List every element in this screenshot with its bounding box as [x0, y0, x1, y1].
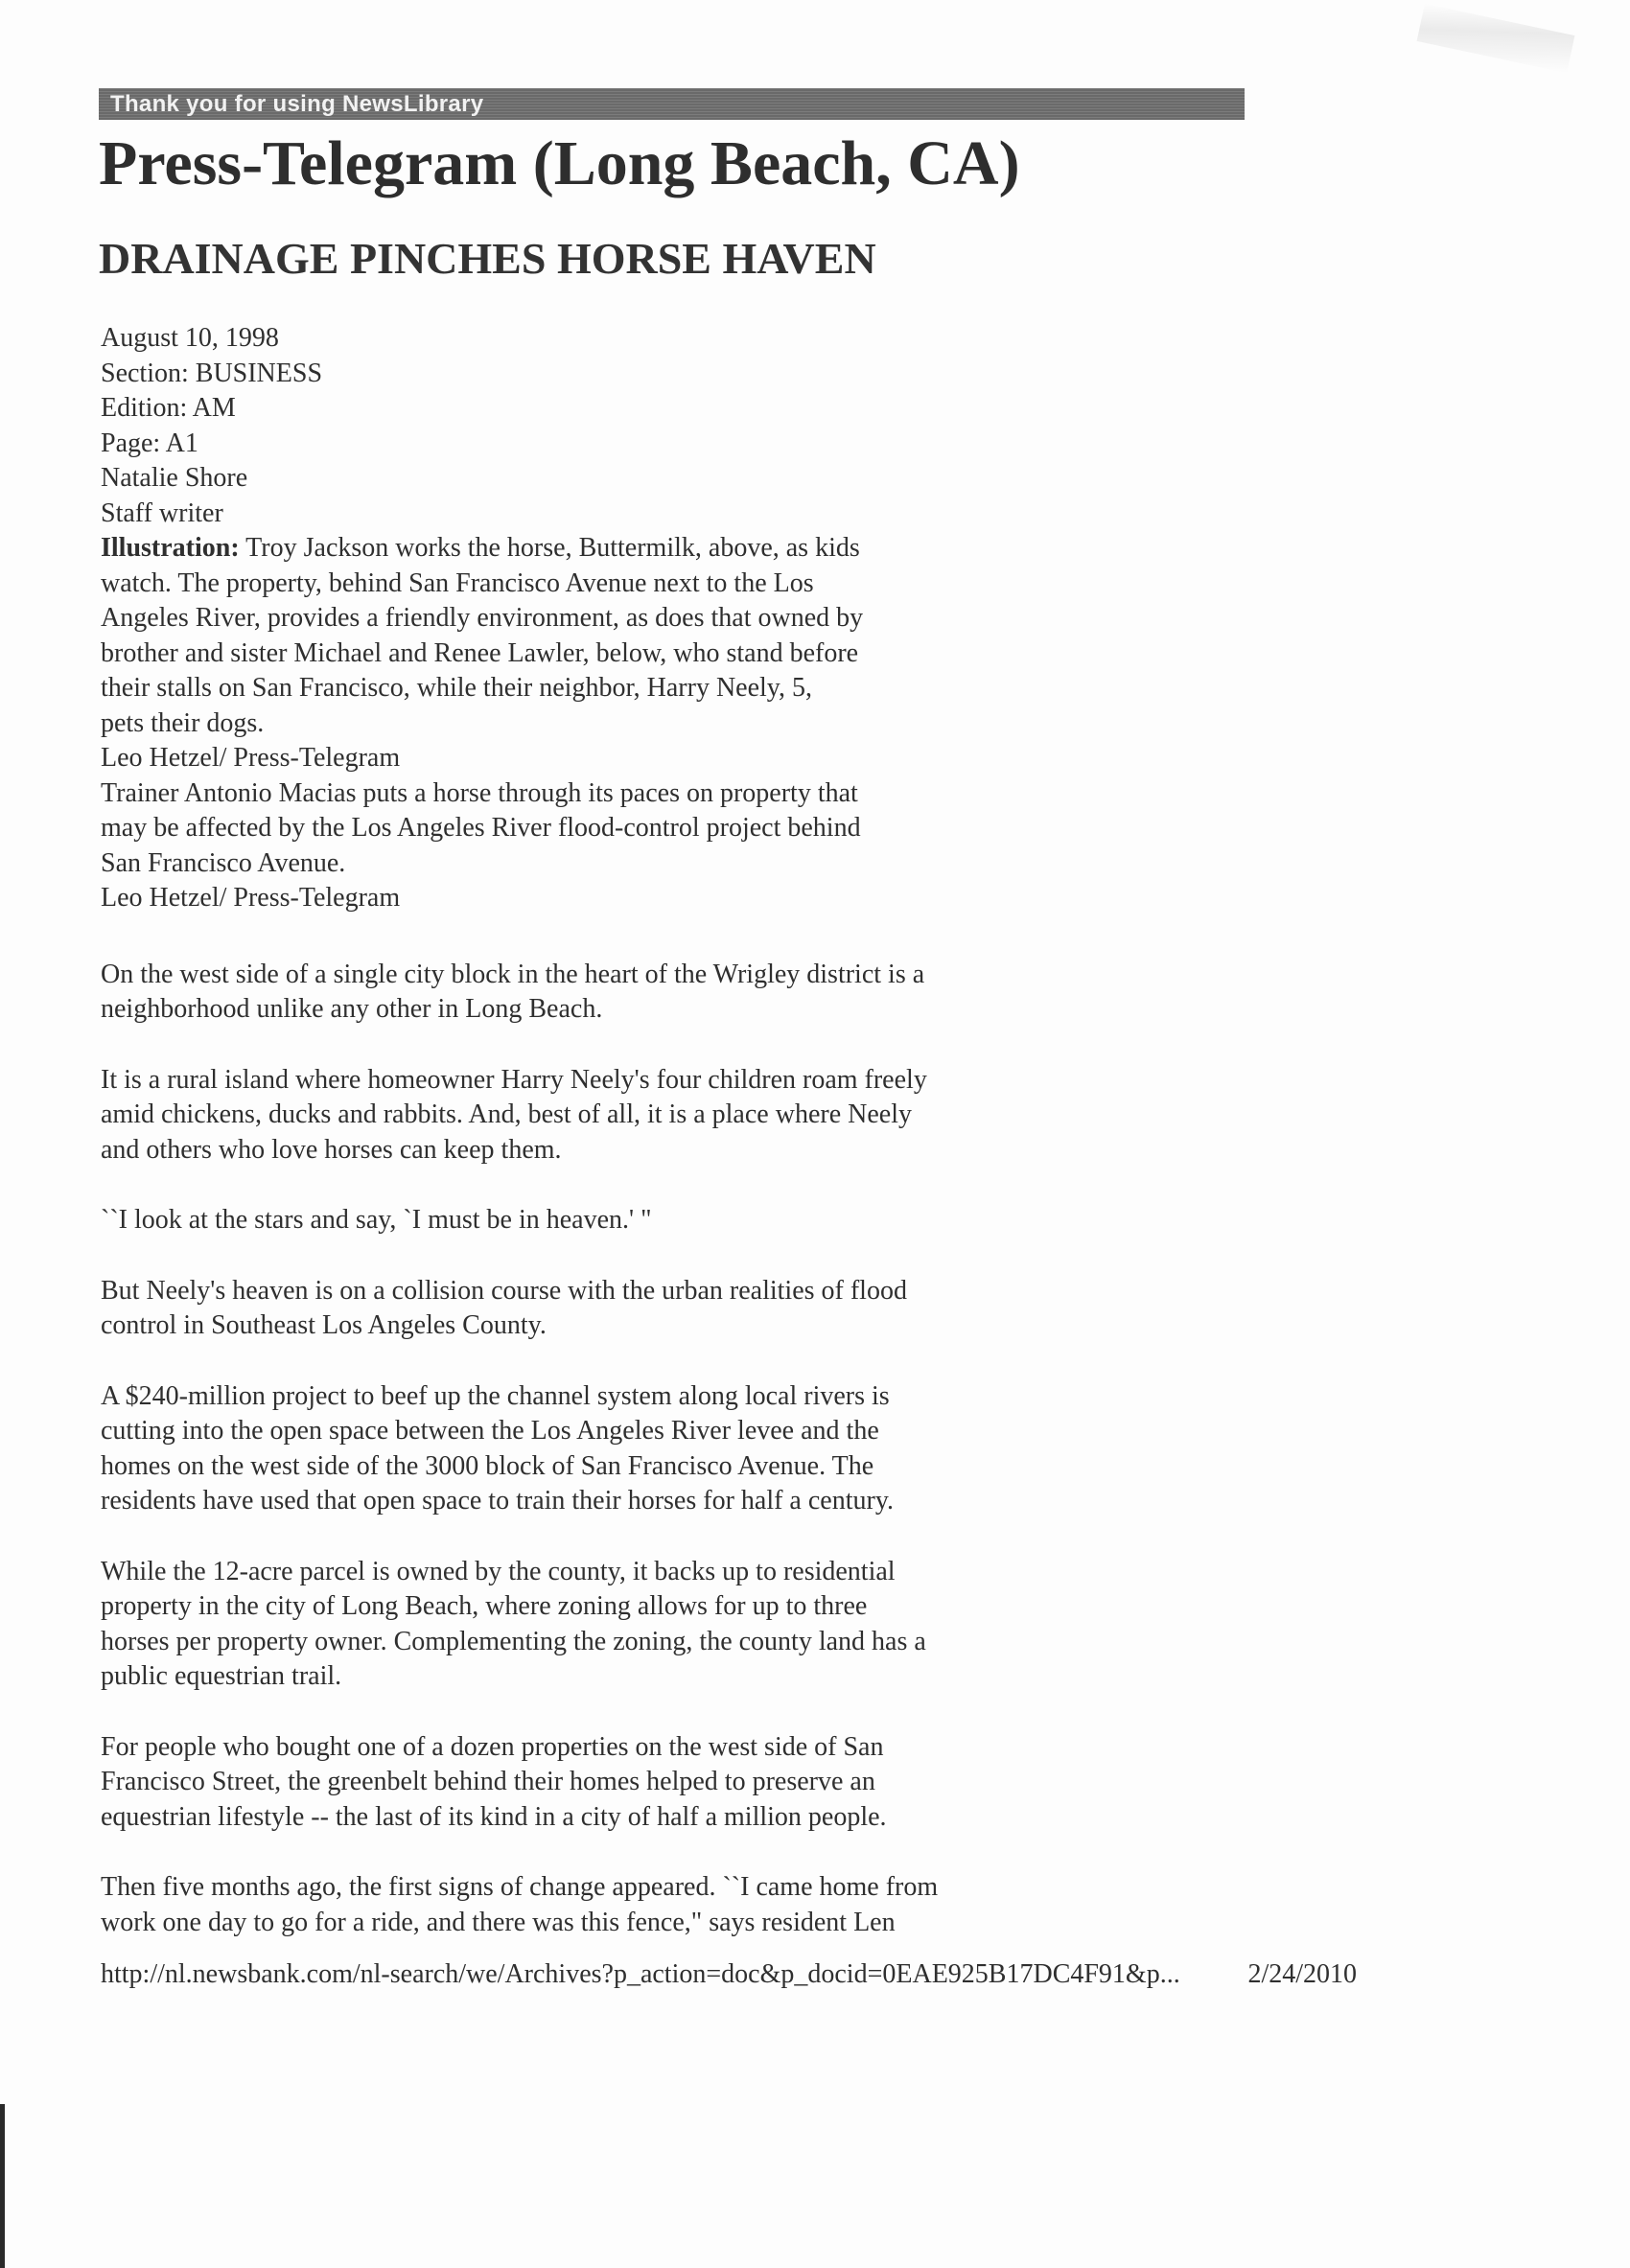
paragraph-line: residents have used that open space to train their horses for half a century. [101, 1486, 894, 1516]
scan-edge [0, 2104, 5, 2268]
article-body [101, 958, 1155, 1941]
caption-line: may be affected by the Los Angeles River flood-control project behind [101, 813, 861, 843]
caption-line: Trainer Antonio Macias puts a horse through its paces on property that [101, 777, 858, 808]
paragraph-line: and others who love horses can keep them. [101, 1134, 562, 1165]
article-headline: DRAINAGE PINCHES HORSE HAVEN [99, 234, 876, 283]
paragraph-line: cutting into the open space between the Los Angeles River levee and the [101, 1416, 879, 1446]
article-author-title: Staff writer [101, 498, 223, 528]
paragraph-line: Then five months ago, the first signs of change appeared. ``I came home from [101, 1872, 939, 1902]
caption-line [101, 531, 1155, 567]
article-edition: Edition: AM [101, 393, 236, 423]
article-author: Natalie Shore [101, 463, 248, 493]
paragraph-line: neighborhood unlike any other in Long Beach. [101, 994, 603, 1024]
paragraph-line: ``I look at the stars and say, `I must be in heaven.' " [101, 1205, 652, 1235]
article-meta [101, 321, 1155, 531]
caption-line: San Francisco Avenue. [101, 847, 346, 878]
caption-line: watch. The property, behind San Francisco Avenue next to the Los [101, 567, 814, 598]
publication-title: Press-Telegram (Long Beach, CA) [99, 128, 1020, 198]
banner-text: Thank you for using NewsLibrary [110, 91, 484, 117]
caption-line: brother and sister Michael and Renee Lawler, below, who stand before [101, 637, 859, 668]
caption-line: pets their dogs. [101, 707, 265, 738]
illustration-caption [101, 531, 1155, 916]
paragraph-line: control in Southeast Los Angeles County. [101, 1310, 547, 1340]
article-paragraph [101, 1063, 1155, 1169]
photo-credit: Leo Hetzel/ Press-Telegram [101, 883, 401, 913]
article-page: Page: A1 [101, 428, 198, 458]
photo-credit: Leo Hetzel/ Press-Telegram [101, 743, 401, 773]
article-paragraph [101, 1555, 1155, 1695]
paragraph-line: A $240-million project to beef up the channel system along local rivers is [101, 1380, 890, 1411]
paragraph-line: amid chickens, ducks and rabbits. And, best of all, it is a place where Neely [101, 1099, 912, 1129]
paragraph-line: For people who bought one of a dozen properties on the west side of San [101, 1731, 884, 1762]
article-paragraph [101, 1274, 1155, 1344]
paragraph-line: horses per property owner. Complementing the zoning, the county land has a [101, 1626, 926, 1656]
paragraph-line: Francisco Street, the greenbelt behind their homes helped to preserve an [101, 1767, 875, 1796]
article-paragraph [101, 1870, 1155, 1940]
paragraph-line: property in the city of Long Beach, where zoning allows for up to three [101, 1591, 868, 1621]
paragraph-line: homes on the west side of the 3000 block of San Francisco Avenue. The [101, 1450, 874, 1481]
article-paragraph [101, 958, 1155, 1028]
article-paragraph [101, 1379, 1155, 1519]
paragraph-line: On the west side of a single city block in the heart of the Wrigley district is a [101, 959, 925, 989]
paragraph-line: work one day to go for a ride, and there was this fence," says resident Len [101, 1907, 896, 1937]
paragraph-line: But Neely's heaven is on a collision course with the urban realities of flood [101, 1275, 907, 1306]
print-date: 2/24/2010 [1247, 1959, 1357, 1989]
paragraph-line: equestrian lifestyle -- the last of its kind in a city of half a million people. [101, 1801, 887, 1832]
article-date: August 10, 1998 [101, 323, 279, 353]
article-section: Section: BUSINESS [101, 358, 323, 388]
source-url: http://nl.newsbank.com/nl-search/we/Archives?p_action=doc&p_docid=0EAE925B17DC4F91&p... [101, 1959, 1180, 1989]
newslibrary-banner [99, 88, 1245, 120]
caption-line: their stalls on San Francisco, while their neighbor, Harry Neely, 5, [101, 673, 812, 703]
paragraph-line: While the 12-acre parcel is owned by the county, it backs up to residential [101, 1556, 896, 1586]
paragraph-line: It is a rural island where homeowner Harry Neely's four children roam freely [101, 1064, 927, 1095]
caption-line: Angeles River, provides a friendly environment, as does that owned by [101, 603, 864, 633]
paragraph-line: public equestrian trail. [101, 1661, 342, 1691]
article-paragraph [101, 1203, 1155, 1238]
illustration-label: Illustration: [101, 533, 240, 563]
article-paragraph [101, 1730, 1155, 1836]
scan-shadow [1417, 4, 1575, 73]
article-content [101, 321, 1155, 1976]
caption-text: Troy Jackson works the horse, Buttermilk, above, as kids [239, 533, 860, 563]
